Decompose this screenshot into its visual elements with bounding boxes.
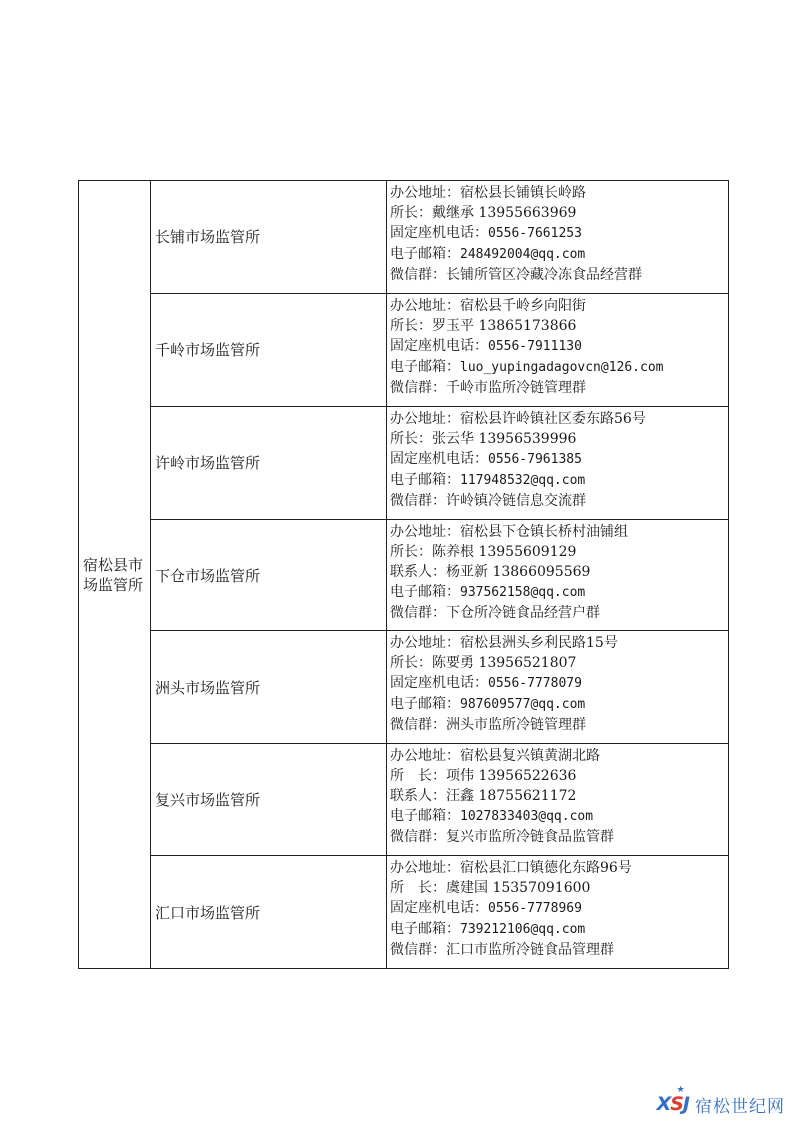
director-label: 所长： bbox=[390, 430, 432, 447]
address-line bbox=[390, 633, 724, 653]
county-bureau-cell bbox=[79, 181, 151, 969]
table-row bbox=[79, 856, 729, 969]
email-value: luo_yupingadagovcn@126.com bbox=[460, 359, 664, 375]
director-value: 陈养根 13955609129 bbox=[432, 543, 577, 560]
office-info bbox=[387, 293, 729, 406]
address-label: 办公地址： bbox=[390, 410, 460, 427]
wechat-line bbox=[390, 715, 724, 735]
director-label: 所长： bbox=[390, 655, 432, 672]
address-value: 宿松县千岭乡向阳街 bbox=[460, 297, 586, 314]
contact-value: 杨亚新 13866095569 bbox=[446, 563, 591, 580]
office-name: 下仓市场监管所 bbox=[151, 519, 387, 631]
email-line bbox=[390, 694, 724, 715]
office-name: 许岭市场监管所 bbox=[151, 406, 387, 519]
director-value: 陈要勇 13956521807 bbox=[432, 655, 577, 672]
address-label: 办公地址： bbox=[390, 523, 460, 540]
wechat-label: 微信群： bbox=[390, 829, 446, 846]
email-line bbox=[390, 806, 724, 827]
email-line bbox=[390, 919, 724, 940]
email-value: 117948532@qq.com bbox=[460, 472, 586, 488]
table-row bbox=[79, 406, 729, 519]
logo-mark-x: X bbox=[656, 1093, 671, 1115]
address-label: 办公地址： bbox=[390, 748, 460, 765]
email-line bbox=[390, 470, 724, 491]
address-label: 办公地址： bbox=[390, 185, 460, 201]
office-info bbox=[387, 631, 729, 744]
address-value: 宿松县复兴镇黄湖北路 bbox=[460, 748, 600, 765]
email-value: 937562158@qq.com bbox=[460, 584, 586, 600]
contact-label: 联系人： bbox=[390, 563, 446, 580]
phone-label: 固定座机电话： bbox=[390, 225, 488, 241]
address-label: 办公地址： bbox=[390, 860, 460, 877]
wechat-label: 微信群： bbox=[390, 492, 446, 509]
phone-value: 0556-7778079 bbox=[488, 676, 582, 692]
office-info bbox=[387, 406, 729, 519]
address-value: 宿松县汇口镇德化东路96号 bbox=[460, 860, 632, 877]
director-value: 罗玉平 13865173866 bbox=[432, 317, 577, 334]
phone-value: 0556-7911130 bbox=[488, 338, 582, 354]
wechat-label: 微信群： bbox=[390, 379, 446, 396]
director-line bbox=[390, 429, 724, 449]
wechat-value: 汇口市监所冷链食品管理群 bbox=[446, 942, 614, 959]
director-line bbox=[390, 316, 724, 336]
phone-line bbox=[390, 336, 724, 357]
email-value: 248492004@qq.com bbox=[460, 247, 586, 262]
wechat-value: 复兴市监所冷链食品监管群 bbox=[446, 829, 614, 846]
email-label: 电子邮箱： bbox=[390, 808, 460, 825]
email-line bbox=[390, 244, 724, 265]
email-label: 电子邮箱： bbox=[390, 583, 460, 600]
address-value: 宿松县长铺镇长岭路 bbox=[460, 185, 586, 201]
phone-value: 0556-7778969 bbox=[488, 901, 582, 917]
wechat-label: 微信群： bbox=[390, 717, 446, 734]
table-row bbox=[79, 519, 729, 631]
office-info bbox=[387, 519, 729, 631]
address-line bbox=[390, 409, 724, 429]
wechat-line bbox=[390, 827, 724, 847]
email-value: 739212106@qq.com bbox=[460, 922, 586, 938]
director-label: 所 长： bbox=[390, 768, 446, 785]
table-row bbox=[79, 293, 729, 406]
table-row bbox=[79, 631, 729, 744]
market-supervision-table bbox=[78, 180, 729, 969]
phone-line bbox=[390, 898, 724, 919]
director-value: 张云华 13956539996 bbox=[432, 430, 577, 447]
office-info bbox=[387, 744, 729, 856]
contact-label: 联系人： bbox=[390, 788, 446, 805]
table-row bbox=[79, 181, 729, 294]
wechat-value: 洲头市监所冷链管理群 bbox=[446, 717, 586, 734]
phone-label: 固定座机电话： bbox=[390, 675, 488, 692]
office-name: 汇口市场监管所 bbox=[151, 856, 387, 969]
phone-line bbox=[390, 449, 724, 470]
director-line bbox=[390, 653, 724, 673]
address-line bbox=[390, 296, 724, 316]
table-row bbox=[79, 744, 729, 856]
wechat-value: 长铺所管区冷藏冷冻食品经营群 bbox=[446, 267, 642, 283]
email-label: 电子邮箱： bbox=[390, 921, 460, 938]
office-name: 长铺市场监管所 bbox=[151, 181, 387, 294]
site-name: 宿松世纪网 bbox=[695, 1096, 785, 1117]
email-label: 电子邮箱： bbox=[390, 471, 460, 488]
office-name: 洲头市场监管所 bbox=[151, 631, 387, 744]
phone-line bbox=[390, 223, 724, 244]
phone-label: 固定座机电话： bbox=[390, 337, 488, 354]
director-line bbox=[390, 766, 724, 786]
logo-mark-icon bbox=[656, 1085, 689, 1115]
wechat-label: 微信群： bbox=[390, 942, 446, 959]
contact-value: 汪鑫 18755621172 bbox=[446, 788, 577, 805]
office-info bbox=[387, 856, 729, 969]
wechat-line bbox=[390, 491, 724, 511]
email-value: 987609577@qq.com bbox=[460, 697, 586, 713]
phone-label: 固定座机电话： bbox=[390, 450, 488, 467]
address-value: 宿松县许岭镇社区委东路56号 bbox=[460, 410, 646, 427]
address-line bbox=[390, 183, 724, 203]
email-label: 电子邮箱： bbox=[390, 696, 460, 713]
logo-mark-s: S bbox=[670, 1093, 683, 1115]
email-line bbox=[390, 582, 724, 603]
director-value: 虞建国 15357091600 bbox=[446, 880, 591, 897]
email-label: 电子邮箱： bbox=[390, 358, 460, 375]
email-label: 电子邮箱： bbox=[390, 246, 460, 262]
email-line bbox=[390, 357, 724, 378]
director-label: 所长： bbox=[390, 543, 432, 560]
office-name: 千岭市场监管所 bbox=[151, 293, 387, 406]
address-value: 宿松县洲头乡利民路15号 bbox=[460, 635, 618, 652]
contact-line bbox=[390, 562, 724, 582]
wechat-label: 微信群： bbox=[390, 604, 446, 621]
phone-value: 0556-7661253 bbox=[488, 226, 582, 241]
director-line bbox=[390, 878, 724, 898]
office-name: 复兴市场监管所 bbox=[151, 744, 387, 856]
phone-label: 固定座机电话： bbox=[390, 900, 488, 917]
address-value: 宿松县下仓镇长桥村油铺组 bbox=[460, 523, 628, 540]
star-icon: ★ bbox=[676, 1085, 684, 1095]
wechat-value: 千岭市监所冷链管理群 bbox=[446, 379, 586, 396]
director-label: 所长： bbox=[390, 317, 432, 334]
address-label: 办公地址： bbox=[390, 297, 460, 314]
director-line bbox=[390, 203, 724, 223]
phone-value: 0556-7961385 bbox=[488, 451, 582, 467]
email-value: 1027833403@qq.com bbox=[460, 809, 594, 825]
address-line bbox=[390, 858, 724, 878]
phone-line bbox=[390, 673, 724, 694]
director-label: 所长： bbox=[390, 205, 432, 221]
table-body bbox=[79, 181, 729, 969]
office-info bbox=[387, 181, 729, 294]
contact-line bbox=[390, 786, 724, 806]
address-line bbox=[390, 746, 724, 766]
wechat-line bbox=[390, 603, 724, 623]
director-line bbox=[390, 542, 724, 562]
wechat-value: 下仓所冷链食品经营户群 bbox=[446, 604, 600, 621]
logo-mark-j: J bbox=[682, 1093, 689, 1115]
director-value: 项伟 13956522636 bbox=[446, 768, 577, 785]
director-value: 戴继承 13955663969 bbox=[432, 205, 577, 221]
wechat-line bbox=[390, 378, 724, 398]
address-line bbox=[390, 522, 724, 542]
director-label: 所 长： bbox=[390, 880, 446, 897]
wechat-line bbox=[390, 940, 724, 960]
county-bureau-line: 场监管所 bbox=[83, 575, 144, 594]
wechat-value: 许岭镇冷链信息交流群 bbox=[446, 492, 586, 509]
site-watermark-logo bbox=[656, 1085, 785, 1119]
county-bureau-line: 宿松县市 bbox=[83, 555, 144, 574]
address-label: 办公地址： bbox=[390, 635, 460, 652]
wechat-label: 微信群： bbox=[390, 267, 446, 283]
wechat-line bbox=[390, 265, 724, 285]
